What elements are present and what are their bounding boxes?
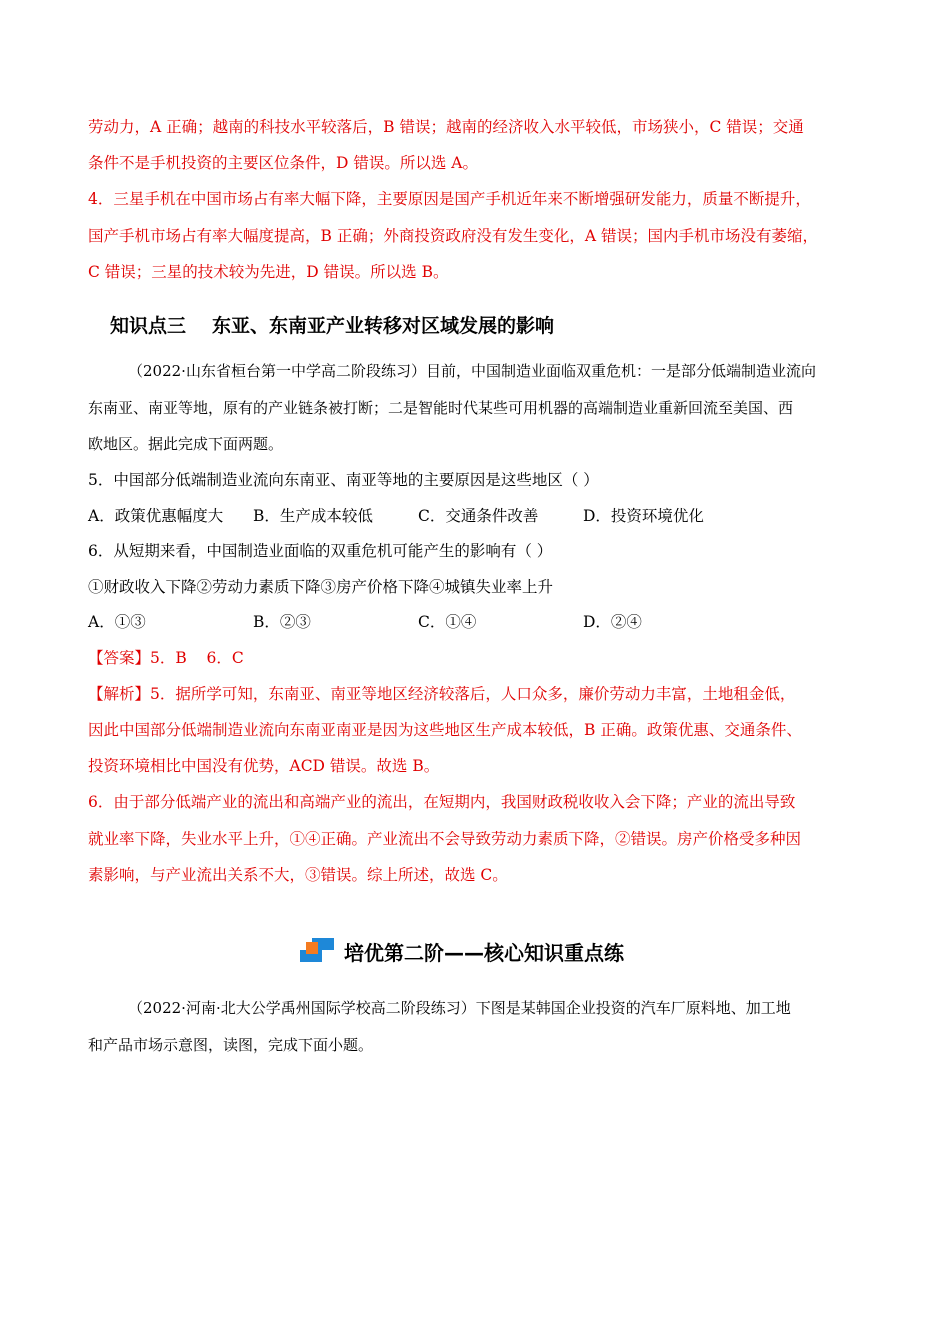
analysis-q6-line: 6．由于部分低端产业的流出和高端产业的流出，在短期内，我国财政税收收入会下降；产业的流出导致 bbox=[88, 793, 796, 811]
material2-line: 和产品市场示意图，读图，完成下面小题。 bbox=[88, 1036, 374, 1054]
material2-line: （2022·河南·北大公学禹州国际学校高二阶段练习）下图是某韩国企业投资的汽车厂原料地、加工地 bbox=[128, 999, 791, 1017]
answer-text: 5．B 6．C bbox=[150, 649, 244, 667]
q6-option-b: B．②③ bbox=[253, 613, 311, 631]
question-5-stem: 5．中国部分低端制造业流向东南亚、南亚等地的主要原因是这些地区（ ） bbox=[88, 471, 599, 489]
q6-option-d: D．②④ bbox=[583, 613, 642, 631]
analysis-q6-line: 素影响，与产业流出关系不大，③错误。综上所述，故选 C。 bbox=[88, 866, 508, 884]
knowledge-point-title: 东亚、东南亚产业转移对区域发展的影响 bbox=[212, 315, 555, 337]
explanation-line: 条件不是手机投资的主要区位条件，D 错误。所以选 A。 bbox=[88, 154, 478, 172]
explanation-q4-line: 国产手机市场占有率大幅度提高，B 正确；外商投资政府没有发生变化，A 错误；国内手机市场没有萎缩， bbox=[88, 227, 818, 245]
question-6-items: ①财政收入下降②劳动力素质下降③房产价格下降④城镇失业率上升 bbox=[88, 578, 554, 596]
q6-option-c: C．①④ bbox=[418, 613, 477, 631]
analysis-line: 因此中国部分低端制造业流向东南亚南亚是因为这些地区生产成本较低，B 正确。政策优惠、交通条件、 bbox=[88, 721, 802, 739]
knowledge-point-heading bbox=[110, 311, 554, 338]
q5-option-b: B．生产成本较低 bbox=[253, 507, 373, 525]
q6-option-a: A．①③ bbox=[88, 613, 146, 631]
analysis-line: 投资环境相比中国没有优势，ACD 错误。故选 B。 bbox=[88, 757, 440, 775]
knowledge-point-label: 知识点三 bbox=[110, 315, 187, 337]
material-line: 东南亚、南亚等地，原有的产业链条被打断；二是智能时代某些可用机器的高端制造业重新回流至美国、西 bbox=[88, 399, 794, 417]
section-logo-icon bbox=[298, 934, 338, 968]
analysis-label: 【解析】 bbox=[88, 685, 151, 703]
q5-option-d: D．投资环境优化 bbox=[583, 507, 704, 525]
question-6-stem: 6．从短期来看，中国制造业面临的双重危机可能产生的影响有（ ） bbox=[88, 542, 553, 560]
material-line: （2022·山东省桓台第一中学高二阶段练习）目前，中国制造业面临双重危机：一是部分低端制造业流向 bbox=[128, 362, 816, 380]
analysis-line bbox=[88, 683, 795, 705]
section-heading bbox=[298, 934, 624, 968]
q5-option-c: C．交通条件改善 bbox=[418, 507, 539, 525]
answer-label: 【答案】 bbox=[88, 649, 151, 667]
explanation-line: 劳动力，A 正确；越南的科技水平较落后，B 错误；越南的经济收入水平较低，市场狭小，C 错误；交通 bbox=[88, 118, 804, 136]
analysis-q6-line: 就业率下降，失业水平上升，①④正确。产业流出不会导致劳动力素质下降，②错误。房产价格受多种因 bbox=[88, 830, 802, 848]
explanation-q4-line: 4．三星手机在中国市场占有率大幅下降，主要原因是国产手机近年来不断增强研发能力，质量不断提升， bbox=[88, 190, 811, 208]
analysis-text: 5．据所学可知，东南亚、南亚等地区经济较落后，人口众多，廉价劳动力丰富，土地租金低， bbox=[150, 685, 796, 703]
section-title: 培优第二阶——核心知识重点练 bbox=[344, 940, 624, 965]
material-line: 欧地区。据此完成下面两题。 bbox=[88, 435, 284, 453]
answer-line bbox=[88, 647, 244, 669]
explanation-q4-line: C 错误；三星的技术较为先进，D 错误。所以选 B。 bbox=[88, 263, 449, 281]
q5-option-a: A．政策优惠幅度大 bbox=[88, 507, 224, 525]
